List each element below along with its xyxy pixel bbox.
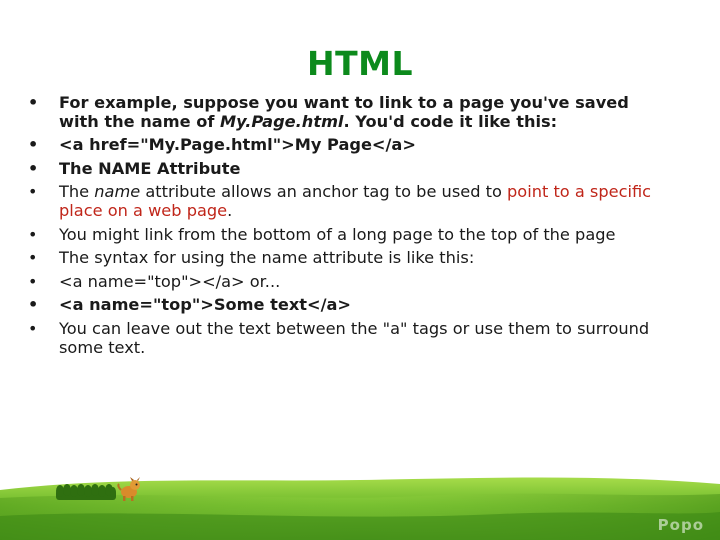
bullet-text: You might link from the bottom of a long page to the top of the page bbox=[59, 224, 616, 244]
slide-title: HTML bbox=[307, 44, 413, 83]
bullet-text-italic: name bbox=[94, 182, 141, 202]
bullet-text: The NAME Attribute bbox=[59, 158, 241, 178]
bullet-text: The bbox=[59, 182, 95, 202]
bullet-text: <a href="My.Page.html">My Page</a> bbox=[59, 135, 416, 155]
bullet-item bbox=[28, 94, 668, 131]
bullet-text: . bbox=[227, 200, 233, 220]
bullet-item bbox=[28, 296, 668, 315]
grass-footer bbox=[0, 468, 720, 540]
bullet-item bbox=[28, 320, 668, 357]
bullet-item bbox=[28, 136, 668, 155]
bullet-item bbox=[28, 183, 668, 220]
bullet-item bbox=[28, 273, 668, 292]
bullet-text-italic: My.Page.html bbox=[220, 111, 344, 131]
dog-icon bbox=[116, 476, 142, 502]
bullet-text-highlight: point to a specific place on a web page bbox=[59, 182, 652, 220]
bullet-text: attribute allows an anchor tag to be used to bbox=[140, 182, 508, 202]
bullet-list bbox=[28, 94, 668, 362]
watermark-logo: Popo bbox=[657, 516, 704, 534]
bullet-text: The syntax for using the name attribute is like this: bbox=[59, 248, 475, 268]
bullet-text: You can leave out the text between the "a" tags or use them to surround some text. bbox=[59, 318, 650, 357]
bullet-item bbox=[28, 249, 668, 268]
bullet-text: . You'd code it like this: bbox=[343, 111, 558, 131]
bullet-item bbox=[28, 226, 668, 245]
bullet-text: For example, suppose you want to link to a page you've saved with the name of bbox=[59, 93, 629, 131]
tree-line-icon bbox=[56, 484, 116, 500]
bullet-text: <a name="top"></a> or... bbox=[59, 271, 281, 291]
bullet-text: <a name="top">Some text</a> bbox=[59, 295, 351, 315]
bullet-item bbox=[28, 160, 668, 179]
